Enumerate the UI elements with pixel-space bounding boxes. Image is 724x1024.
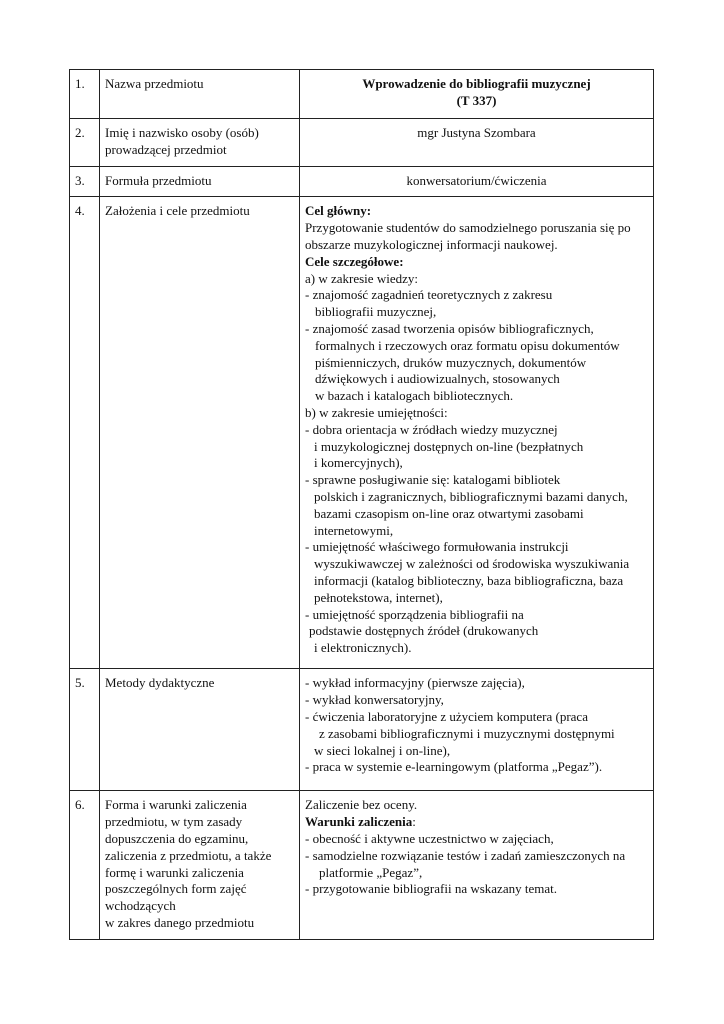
list-item: - wykład informacyjny (pierwsze zajęcia),	[305, 675, 525, 691]
grading-note: Zaliczenie bez oceny.	[305, 797, 418, 813]
list-item-cont: polskich i zagranicznych, bibliograficznymi bazami danych,	[314, 488, 628, 504]
row-label	[100, 791, 300, 939]
conditions-heading-line	[305, 814, 648, 831]
list-item-cont: dźwiękowych i audiowizualnych, stosowanych	[315, 371, 560, 387]
list-item-cont: z zasobami bibliograficznymi i muzycznymi dostępnymi	[319, 725, 615, 741]
list-item-cont: internetowymi,	[314, 522, 394, 538]
list-item: - obecność i aktywne uczestnictwo w zajęciach,	[305, 830, 554, 846]
list-item-cont: i elektronicznych).	[314, 640, 412, 656]
course-title	[300, 70, 654, 119]
methods-content	[300, 669, 654, 791]
label-line: Założenia i cele przedmiotu	[105, 203, 250, 219]
table-row	[70, 791, 654, 939]
list-item-cont: informacji (katalog biblioteczny, baza bibliograficzna, baza	[314, 572, 624, 588]
list-item: - umiejętność sporządzenia bibliografii na	[305, 606, 524, 622]
label-line: prowadzącej przedmiot	[105, 141, 227, 157]
knowledge-heading: a) w zakresie wiedzy:	[305, 270, 418, 286]
assessment-content	[300, 791, 654, 939]
row-number: 6.	[70, 791, 100, 939]
row-label	[100, 197, 300, 669]
list-item: - znajomość zagadnień teoretycznych z zakresu	[305, 287, 553, 303]
list-item: - praca w systemie e-learningowym (platforma „Pegaz”).	[305, 759, 603, 775]
list-item-cont: i muzykologicznej dostępnych on-line (bezpłatnych	[314, 438, 584, 454]
list-item: - umiejętność właściwego formułowania instrukcji	[305, 539, 569, 555]
syllabus-page	[69, 69, 653, 940]
list-item-cont: formalnych i rzeczowych oraz formatu opisu dokumentów	[315, 337, 620, 353]
table-row	[70, 166, 654, 197]
list-item: - ćwiczenia laboratoryjne z użyciem komputera (praca	[305, 708, 588, 724]
label-line: dopuszczenia do egzaminu,	[105, 830, 249, 846]
list-item: - znajomość zasad tworzenia opisów bibliograficznych,	[305, 320, 594, 336]
list-item-cont: w bazach i katalogach bibliotecznych.	[315, 388, 514, 404]
list-item: - dobra orientacja w źródłach wiedzy muzycznej	[305, 421, 558, 437]
row-number: 1.	[70, 70, 100, 119]
list-item-cont: w sieci lokalnej i on-line),	[314, 742, 451, 758]
list-item-cont: bazami czasopism on-line oraz otwartymi zasobami	[314, 505, 584, 521]
table-row	[70, 119, 654, 167]
list-item-cont: wyszukiwawczej w zależności od środowiska wyszukiwania	[314, 556, 630, 572]
row-label	[100, 70, 300, 119]
row-label	[100, 669, 300, 791]
course-title-line: Wprowadzenie do bibliografii muzycznej	[362, 76, 591, 91]
row-number: 5.	[70, 669, 100, 791]
main-goal-text: Przygotowanie studentów do samodzielnego poruszania się po obszarze muzykologicznej informacji naukowej.	[305, 220, 631, 252]
list-item-cont: bibliografii muzycznej,	[315, 304, 437, 320]
row-label	[100, 119, 300, 167]
skills-heading: b) w zakresie umiejętności:	[305, 404, 448, 420]
label-line: poszczególnych form zajęć	[105, 881, 247, 897]
course-code: (T 337)	[456, 92, 497, 108]
table-row	[70, 669, 654, 791]
list-item-cont: pełnotekstowa, internet),	[314, 589, 443, 605]
table-row	[70, 70, 654, 119]
instructor-name: mgr Justyna Szombara	[300, 119, 654, 167]
list-item: - wykład konwersatoryjny,	[305, 692, 444, 708]
label-line: Formuła przedmiotu	[105, 172, 212, 188]
label-line: zaliczenia z przedmiotu, a także	[105, 847, 272, 863]
list-item-cont: piśmienniczych, druków muzycznych, dokumentów	[315, 354, 587, 370]
label-line: przedmiotu, w tym zasady	[105, 814, 243, 830]
label-line: formę i warunki zaliczenia	[105, 864, 244, 880]
list-item: - samodzielne rozwiązanie testów i zadań zamieszczonych na	[305, 847, 626, 863]
list-item-cont: i komercyjnych),	[314, 455, 403, 471]
row-number: 3.	[70, 166, 100, 197]
main-goal-heading: Cel główny:	[305, 203, 372, 219]
label-line: Imię i nazwisko osoby (osób)	[105, 125, 259, 140]
syllabus-table	[69, 69, 654, 940]
conditions-heading: Warunki zaliczenia	[305, 814, 413, 830]
course-formula: konwersatorium/ćwiczenia	[300, 166, 654, 197]
list-item-cont: podstawie dostępnych źródeł (drukowanych	[309, 623, 539, 639]
label-line: Metody dydaktyczne	[105, 675, 215, 691]
label-line: Nazwa przedmiotu	[105, 76, 204, 91]
label-line: wchodzących	[105, 898, 176, 914]
row-number: 4.	[70, 197, 100, 669]
goals-content	[300, 197, 654, 669]
colon: :	[412, 814, 416, 830]
list-item: - sprawne posługiwanie się: katalogami bibliotek	[305, 472, 561, 488]
list-item: - przygotowanie bibliografii na wskazany temat.	[305, 881, 557, 897]
label-line: w zakres danego przedmiotu	[105, 914, 255, 930]
row-number: 2.	[70, 119, 100, 167]
list-item-cont: platformie „Pegaz”,	[319, 864, 423, 880]
table-row	[70, 197, 654, 669]
label-line: Forma i warunki zaliczenia	[105, 797, 247, 813]
detailed-goals-heading: Cele szczegółowe:	[305, 253, 404, 269]
row-label	[100, 166, 300, 197]
